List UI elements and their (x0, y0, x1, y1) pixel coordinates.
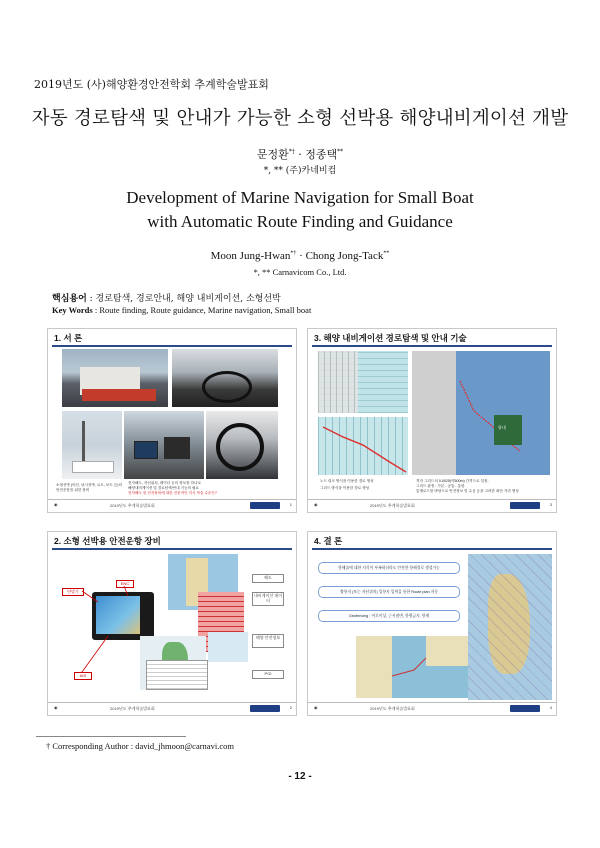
coast-map-image (356, 636, 468, 698)
navigation-device-photo (92, 592, 154, 640)
society-logo-icon: ◉ (54, 502, 58, 507)
author-1-en: Moon Jung-Hwan (210, 250, 291, 262)
slide-title: 2. 소형 선박용 안전운항 장비 (54, 536, 161, 546)
author-2-ko: 정종택 (305, 148, 338, 161)
info-table-image (146, 660, 208, 690)
grid-route-map (318, 417, 408, 475)
slide-title-rule (52, 345, 292, 347)
paper-title-english-line1: Development of Marine Navigation for Small Boat (126, 188, 474, 207)
company-logo (510, 502, 540, 509)
slide-footer-text: 2019년도 추계학술발표회 (110, 503, 155, 508)
slide-footer-text: 2019년도 추계학술발표회 (370, 706, 415, 711)
route-note-right-2: 그리드 판정 : 가본 - 공통 - 통항 (416, 484, 465, 488)
footnote-rule (36, 736, 186, 737)
conclusion-point-1: 항해술에 대한 지식이 부족하더라도 안전한 항해경로 생성가능 (318, 562, 460, 574)
route-note-right-1: 격자 그리드의 0.0025(약500m) 간격으로 설정, (416, 479, 489, 483)
footnote-mark: † (46, 741, 51, 751)
slide-title-rule (312, 345, 552, 347)
author-2-en: Chong Jong-Tack (305, 250, 384, 262)
company-logo (250, 502, 280, 509)
harbor-route-icon (412, 351, 550, 475)
conclusion-point-2: 출항지 (또는 자선위치) 입항지 입력을 통한 Route plan 자동 (318, 586, 460, 598)
footnote (46, 741, 234, 751)
boat-photo-5 (206, 411, 278, 479)
author-2-ko-mark: ** (337, 148, 344, 156)
nav-data-label: 내비게이션 데이터 (252, 592, 284, 606)
company-logo (510, 705, 540, 712)
society-logo-icon: ◉ (314, 502, 318, 507)
slide-page-number: 2 (289, 705, 292, 710)
keywords-korean-label: 핵심용어 (52, 294, 87, 304)
keywords-english-text: : Route finding, Route guidance, Marine navigation, Small boat (92, 305, 312, 315)
slide-footer-text: 2019년도 추계학술발표회 (370, 503, 415, 508)
slide-footer (308, 499, 556, 512)
chart-label: 해도 (252, 574, 284, 583)
slide-conclusion (307, 531, 557, 716)
boat-photo-1 (62, 349, 168, 407)
authors-korean (0, 146, 600, 162)
slide-page-number: 4 (549, 705, 552, 710)
slide-footer-text: 2019년도 추계학술발표회 (110, 706, 155, 711)
company-logo (250, 705, 280, 712)
slide-footer (48, 499, 296, 512)
intro-note-right-2: 해양내비게이션 및 경로탐색/안내 기능의 필요 (128, 486, 199, 490)
affiliation-english: *, ** Carnavicom Co., Ltd. (253, 267, 347, 277)
intro-note-right-1: 전자해도, 자선위치, 레이더 등의 정보를 하나로 (128, 481, 201, 485)
boat-photo-3 (62, 411, 122, 479)
terminal-tag: 단말기 (62, 588, 84, 596)
intro-note-right-3: 전자해도 및 전자장비에 대한 전문적인 지식 학습 수준은? (128, 491, 217, 495)
page-number: - 12 - (288, 771, 312, 782)
route-note-right-3: 통행로드를 바탕으로 안전정보 및 수심 등을 고려한 최단 거리 생성 (416, 489, 519, 493)
slide-title-rule (52, 548, 292, 550)
slide-title: 4. 결 론 (314, 536, 343, 546)
ais-tag: AIS (74, 672, 92, 680)
slide-title: 3. 해양 내비게이션 경로탐색 및 안내 기술 (314, 333, 467, 343)
safety-info-label: 해양 안전정보 (252, 634, 284, 648)
slide-footer (308, 702, 556, 715)
slide-route-technology (307, 328, 557, 513)
safety-map-image (208, 632, 248, 662)
society-logo-icon: ◉ (54, 705, 58, 710)
slide-introduction (47, 328, 297, 513)
route-note-left-1: 노드 링크 방식을 이용한 경로 생성 (320, 479, 374, 483)
keywords-english (52, 305, 311, 315)
slide-title-rule (312, 548, 552, 550)
author-separator-en: · (296, 250, 306, 262)
paper-title-english-line2: with Automatic Route Finding and Guidance (147, 212, 453, 231)
boat-photo-4 (124, 411, 204, 479)
society-logo-icon: ◉ (314, 705, 318, 710)
harbor-route-map (412, 351, 550, 475)
korea-coast-chart (468, 554, 552, 700)
keywords-korean-text: : 경로탐색, 경로안내, 해양 내비게이션, 소형선박 (86, 294, 281, 304)
node-link-map (318, 351, 408, 413)
keywords-english-label: Key Words (52, 305, 93, 315)
footnote-text: Corresponding Author : david_jhmoon@carnavi.com (50, 741, 234, 751)
slide-page-number: 1 (289, 502, 292, 507)
slide-footer (48, 702, 296, 715)
conference-name: 2019년도 (사)해양환경안전학회 추계학술발표회 (34, 78, 269, 91)
affiliation-korean: *, ** (주)카네비컴 (263, 166, 337, 176)
author-1-ko: 문정환 (256, 148, 289, 161)
paper-title-korean: 자동 경로탐색 및 안내가 가능한 소형 선박용 해양내비게이션 개발 (31, 108, 569, 129)
author-separator: · (294, 148, 306, 161)
author-1-en-mark: *† (290, 250, 297, 257)
author-2-en-mark: ** (383, 250, 390, 257)
slide-title: 1. 서 론 (54, 333, 83, 343)
boat-photo-2 (172, 349, 278, 407)
enc-tag: ENC (116, 580, 134, 588)
slide-safety-equipment (47, 531, 297, 716)
conclusion-point-3: Geofencing : 어로이상, 근서점변, 항행금지, 항계 (318, 610, 460, 622)
intro-note-left: 소형선박 (어선, 낚시선박, 요트, 보트 등)의 안전운항을 위한 장비 (56, 483, 122, 492)
slide-page-number: 3 (549, 502, 552, 507)
route-note-left-2: 그리드 방식을 이용한 경로 생성 (320, 486, 370, 490)
poi-label: POI (252, 670, 284, 679)
author-1-ko-mark: *† (288, 148, 295, 156)
keywords-korean (52, 291, 281, 304)
harbor-map-label: 항내 (498, 425, 506, 430)
authors-english (0, 250, 600, 262)
route-line-icon (318, 417, 408, 475)
geofence-route-icon (356, 636, 468, 698)
